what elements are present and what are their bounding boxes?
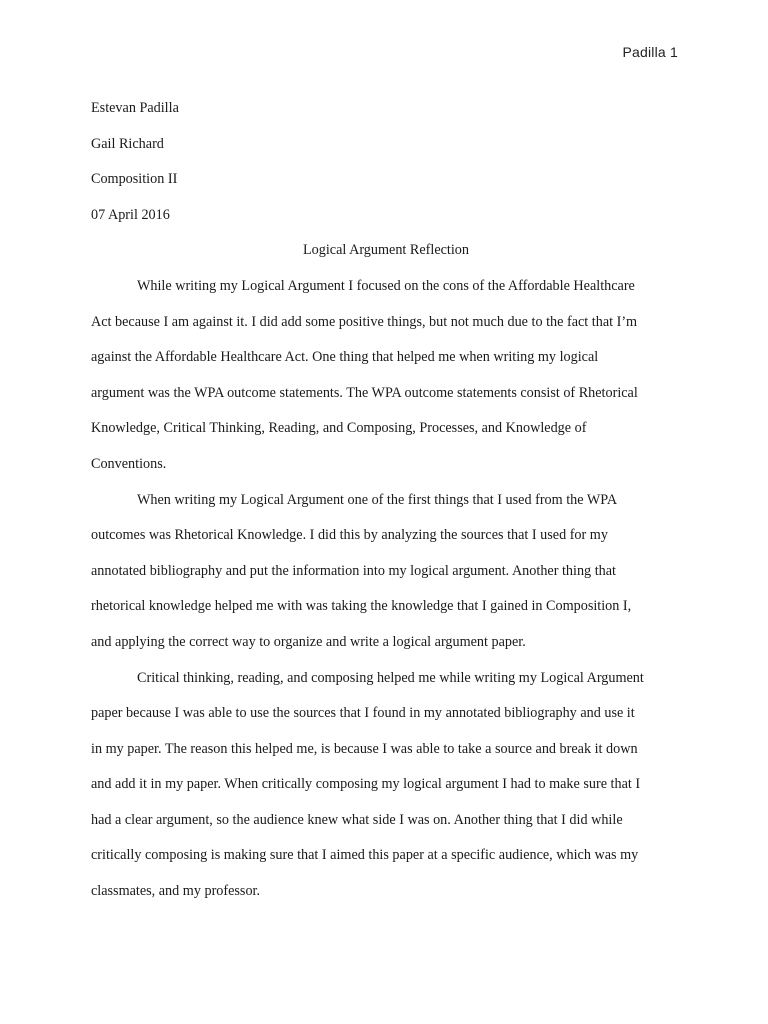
- paragraph-1: [91, 269, 681, 483]
- paragraph-line: against the Affordable Healthcare Act. One thing that helped me when writing my logical: [91, 349, 599, 366]
- paragraph-line: classmates, and my professor.: [91, 883, 261, 900]
- running-head: Padilla 1: [622, 44, 678, 60]
- student-name: Estevan Padilla: [91, 100, 179, 116]
- paragraph-line: in my paper. The reason this helped me, is because I was able to take a source and break it down: [91, 740, 638, 757]
- paragraph-3: [91, 661, 681, 910]
- paragraph-line: had a clear argument, so the audience knew what side I was on. Another thing that I did while: [91, 811, 623, 828]
- essay-date: 07 April 2016: [91, 206, 170, 223]
- instructor-name: Gail Richard: [91, 135, 164, 152]
- paragraph-line: and applying the correct way to organize and write a logical argument paper.: [91, 633, 526, 650]
- essay-body: [91, 91, 681, 910]
- paragraph-line: and add it in my paper. When critically composing my logical argument I had to make sure that I: [91, 776, 641, 793]
- course-name: Composition II: [91, 171, 178, 188]
- paragraph-line: Act because I am against it. I did add some positive things, but not much due to the fact that I’m: [91, 313, 638, 330]
- paragraph-line: critically composing is making sure that I aimed this paper at a specific audience, which was my: [91, 847, 639, 864]
- paragraph-line: outcomes was Rhetorical Knowledge. I did this by analyzing the sources that I used for my: [91, 527, 608, 544]
- paragraph-line: paper because I was able to use the sources that I found in my annotated bibliography and use it: [91, 705, 635, 722]
- paragraph-2: [91, 483, 681, 661]
- paragraph-line: Knowledge, Critical Thinking, Reading, and Composing, Processes, and Knowledge of: [91, 420, 587, 437]
- paragraph-line: argument was the WPA outcome statements. The WPA outcome statements consist of Rhetorical: [91, 384, 638, 401]
- paragraph-line: While writing my Logical Argument I focused on the cons of the Affordable Healthcare: [137, 277, 635, 294]
- paragraph-line: annotated bibliography and put the information into my logical argument. Another thing that: [91, 562, 616, 579]
- paragraph-line: Critical thinking, reading, and composing helped me while writing my Logical Argument: [137, 669, 644, 686]
- essay-title: Logical Argument Reflection: [302, 242, 469, 259]
- paragraph-line: Conventions.: [91, 455, 167, 472]
- paragraph-line: When writing my Logical Argument one of the first things that I used from the WPA: [137, 491, 618, 508]
- paragraph-line: rhetorical knowledge helped me with was taking the knowledge that I gained in Composition I,: [91, 598, 632, 615]
